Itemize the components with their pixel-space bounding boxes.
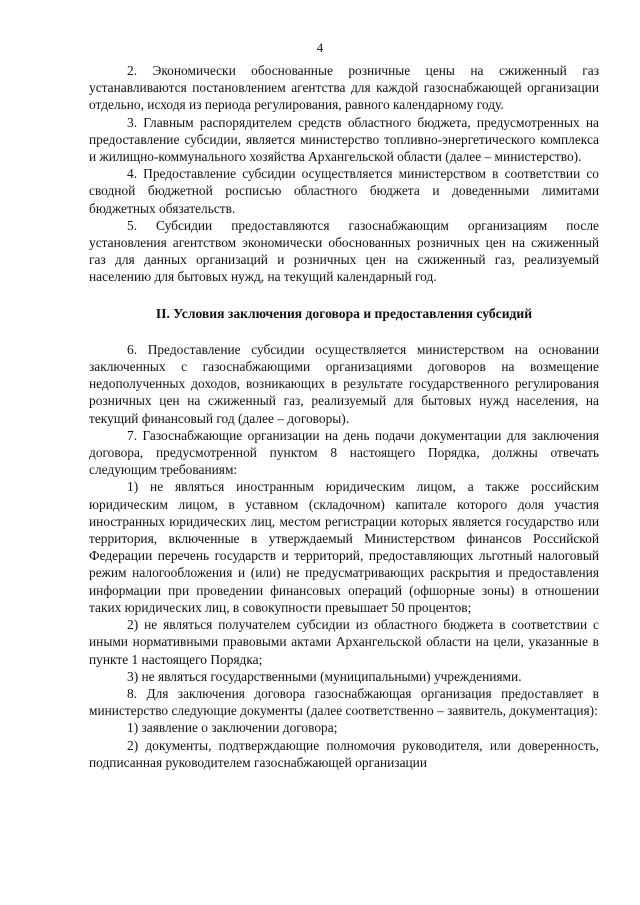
paragraph-3: 3. Главным распорядителем средств областного бюджета, предусмотренных на предоставление субсидии, является министерство топливно-энергетического комплекса и жилищно-коммунального хозяйства Архангельской области (далее – министерство). (89, 114, 599, 165)
paragraph-6: 6. Предоставление субсидии осуществляется министерством на основании заключенных с газоснабжающими организациями договоров на возмещение недополученных доходов, возникающих в результате государственного регулирования розничных цен на сжиженный газ, реализуемый для бытовых нужд населения, на текущий финансовый год (далее – договоры). (89, 341, 599, 426)
document-item-2: 2) документы, подтверждающие полномочия руководителя, или доверенность, подписанная руководителем газоснабжающей организации (89, 737, 599, 770)
requirement-1: 1) не являться иностранным юридическим лицом, а также российским юридическим лицом, в уставном (складочном) капитале которого доля участия иностранных юридических лиц, местом регистрации которых является государство или территория, включенные в утверждаемый Министерством финансов Российской Федерации перечень государств и территорий, предоставляющих льготный налоговый режим налогообложения и (или) не предусматривающих раскрытия и предоставления информации при проведении финансовых операций (офшорные зоны) в отношении таких юридических лиц, в совокупности превышает 50 процентов; (89, 479, 599, 615)
document-item-1: 1) заявление о заключении договора; (127, 720, 338, 736)
section-heading: II. Условия заключения договора и предоставления субсидий (155, 305, 533, 321)
paragraph-4: 4. Предоставление субсидии осуществляется министерством в соответствии со сводной бюджетной росписью областного бюджета и доведенными лимитами бюджетных обязательств. (89, 166, 599, 216)
paragraph-8: 8. Для заключения договора газоснабжающая организация предоставляет в министерство следующие документы (далее соответственно – заявитель, документация): (89, 685, 599, 719)
paragraph-2: 2. Экономически обоснованные розничные цены на сжиженный газ устанавливаются постановлением агентства для каждой газоснабжающей организации отдельно, исходя из периода регулирования, равного календарному году. (89, 63, 599, 113)
paragraph-5: 5. Субсидии предоставляются газоснабжающим организациям после установления агентством экономически обоснованных розничных цен на сжиженный газ для данных организаций и розничных цен на сжиженный газ, реализуемый населению для бытовых нужд, на текущий календарный год. (89, 217, 599, 285)
document-body (89, 62, 599, 771)
requirement-3: 3) не являться государственными (муниципальными) учреждениями. (127, 668, 522, 684)
paragraph-7: 7. Газоснабжающие организации на день подачи документации для заключения договора, предусмотренной пунктом 8 настоящего Порядка, должны отвечать следующим требованиям: (89, 427, 599, 478)
requirement-2: 2) не являться получателем субсидии из областного бюджета в соответствии с иными нормативными правовыми актами Архангельской области на цели, указанные в пункте 1 настоящего Порядка; (89, 617, 599, 667)
page-number: 4 (316, 40, 324, 55)
